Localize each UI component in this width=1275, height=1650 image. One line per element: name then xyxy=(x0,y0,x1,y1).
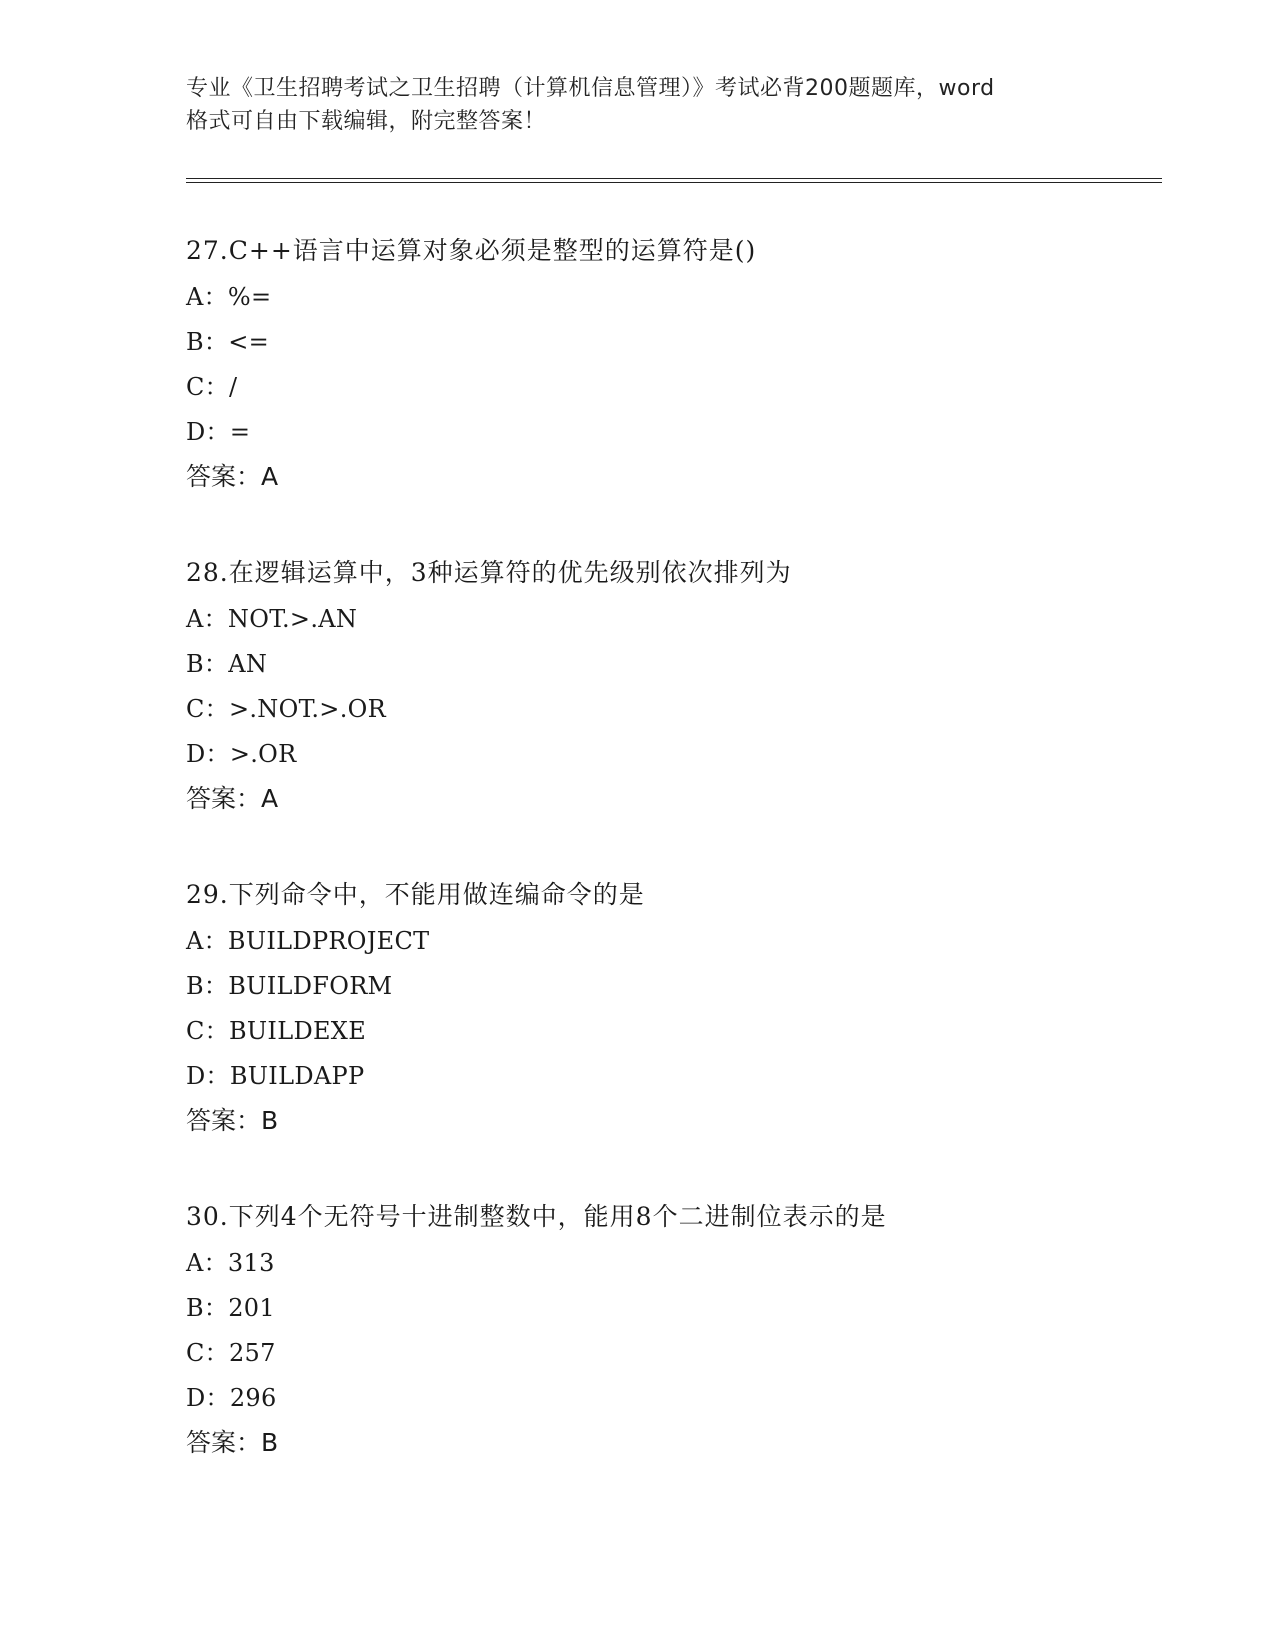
option-d: D：296 xyxy=(186,1384,277,1412)
option-c: C：>.NOT.>.OR xyxy=(186,695,386,723)
option-c: C：/ xyxy=(186,373,238,401)
option-a: A：BUILDPROJECT xyxy=(186,927,430,955)
option-b: B：<= xyxy=(186,328,270,356)
question-list xyxy=(186,236,1116,1524)
question-29 xyxy=(186,880,1116,1202)
question-stem: 30.下列4个无符号十进制整数中，能用8个二进制位表示的是 xyxy=(186,1202,887,1231)
question-28 xyxy=(186,558,1116,880)
question-stem: 27.C++语言中运算对象必须是整型的运算符是() xyxy=(186,236,757,265)
option-a: A：313 xyxy=(186,1249,275,1277)
answer-line: 答案：B xyxy=(186,1106,279,1135)
document-header xyxy=(186,72,1086,138)
option-c: C：257 xyxy=(186,1339,276,1367)
answer-line: 答案：A xyxy=(186,462,279,491)
option-b: B：AN xyxy=(186,650,268,678)
option-d: D：= xyxy=(186,418,251,446)
option-c: C：BUILDEXE xyxy=(186,1017,367,1045)
header-divider xyxy=(186,178,1162,183)
option-b: B：201 xyxy=(186,1294,275,1322)
option-b: B：BUILDFORM xyxy=(186,972,393,1000)
header-line-1: 专业《卫生招聘考试之卫生招聘（计算机信息管理）》考试必背200题题库，word xyxy=(186,76,995,101)
question-30 xyxy=(186,1202,1116,1524)
question-stem: 29.下列命令中，不能用做连编命令的是 xyxy=(186,880,645,909)
option-a: A：NOT.>.AN xyxy=(186,605,358,633)
option-d: D：BUILDAPP xyxy=(186,1062,365,1090)
question-27 xyxy=(186,236,1116,558)
header-line-2: 格式可自由下载编辑，附完整答案！ xyxy=(186,109,547,134)
option-d: D：>.OR xyxy=(186,740,297,768)
answer-line: 答案：B xyxy=(186,1428,279,1457)
question-stem: 28.在逻辑运算中，3种运算符的优先级别依次排列为 xyxy=(186,558,792,587)
answer-line: 答案：A xyxy=(186,784,279,813)
option-a: A：%= xyxy=(186,283,272,311)
